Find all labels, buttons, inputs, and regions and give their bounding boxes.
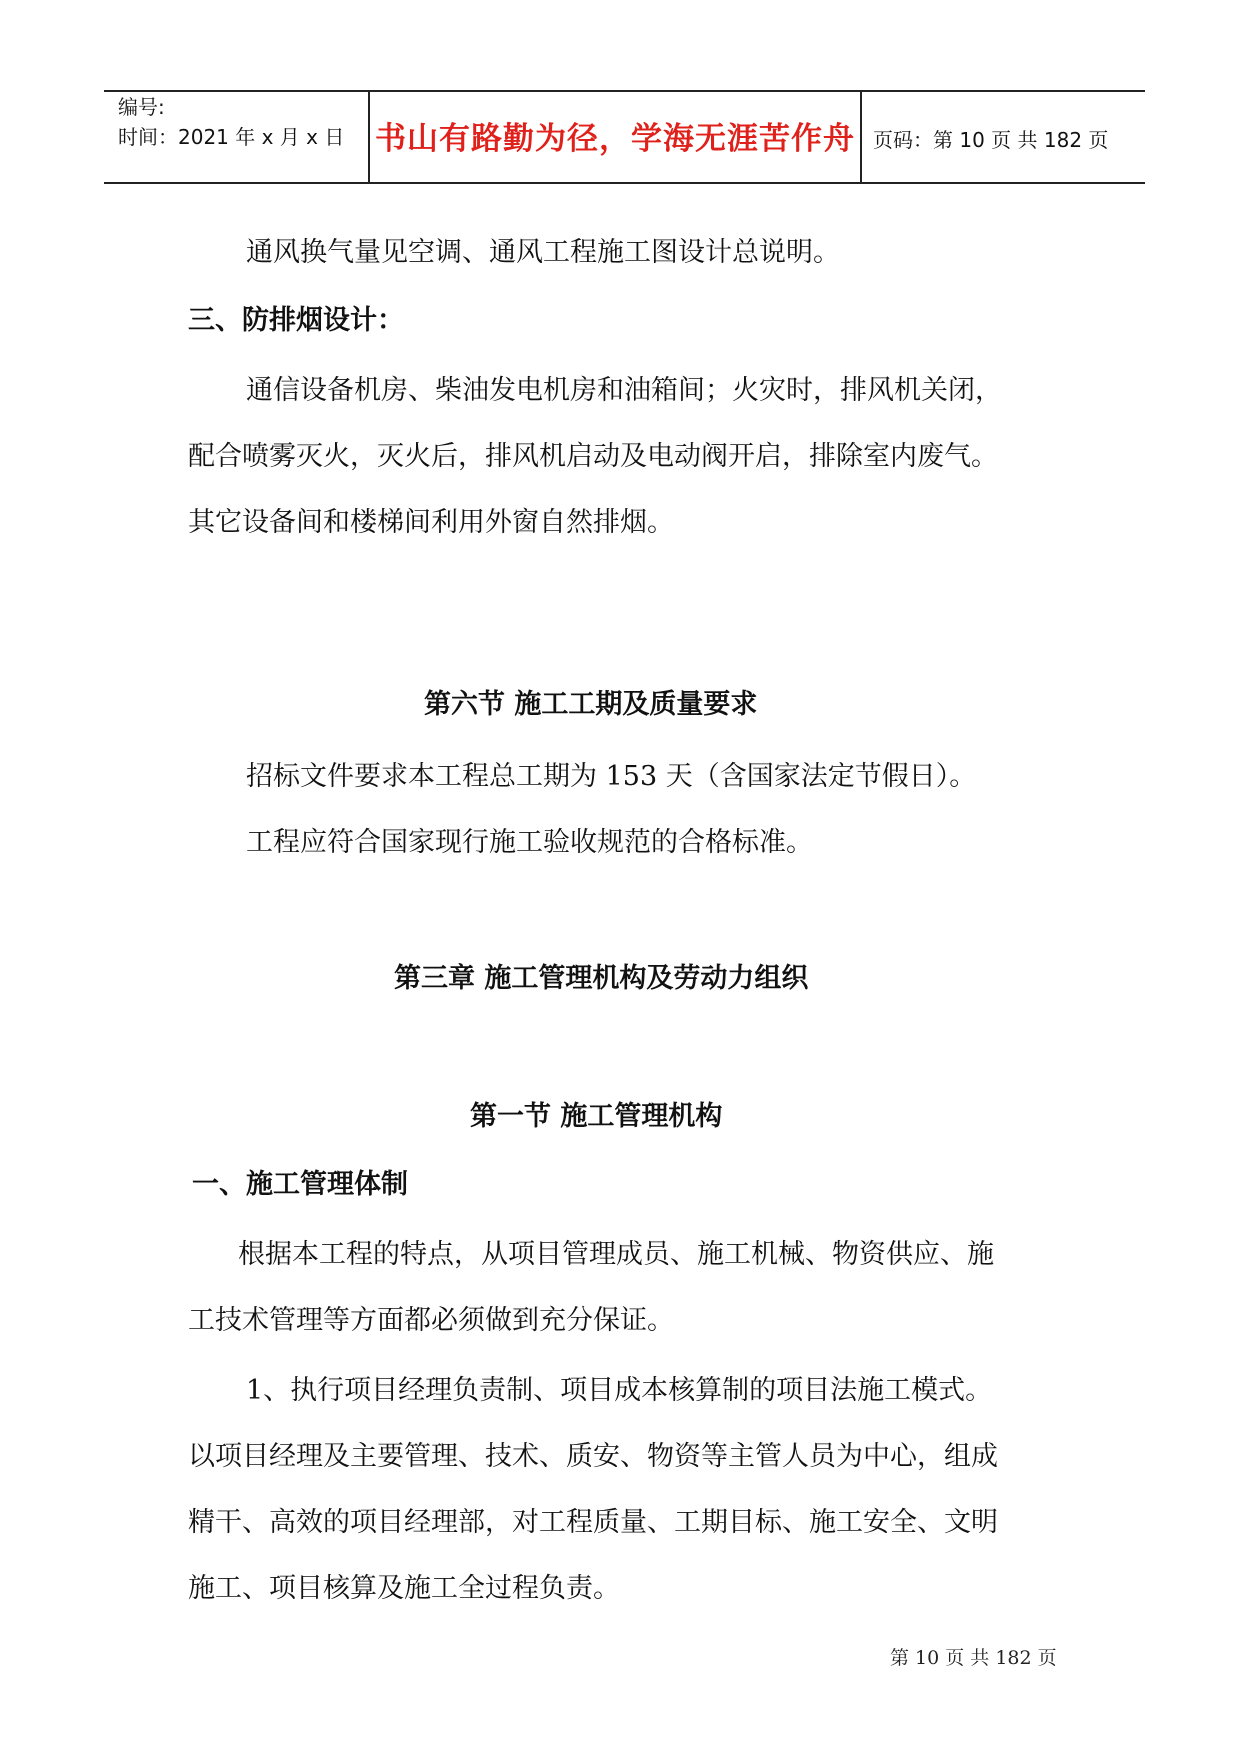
header-motto: 书山有路勤为径，学海无涯苦作舟 [375,121,855,157]
paragraph-mode-line2: 以项目经理及主要管理、技术、质安、物资等主管人员为中心，组成 [188,1441,998,1472]
serial-label: 编号: [118,95,165,119]
paragraph-mode-line4: 施工、项目核算及施工全过程负责。 [188,1573,620,1604]
paragraph-system-line1: 根据本工程的特点，从项目管理成员、施工机械、物资供应、施 [238,1239,994,1270]
header-bottom-rule [104,182,1145,184]
heading-management-system: 一、施工管理体制 [192,1169,408,1200]
heading-smoke-design: 三、防排烟设计： [188,305,404,336]
section-one-heading: 第一节 施工管理机构 [470,1101,723,1132]
paragraph-mode-line3: 精干、高效的项目经理部，对工程质量、工期目标、施工安全、文明 [188,1507,998,1538]
paragraph-duration: 招标文件要求本工程总工期为 153 天（含国家法定节假日）。 [246,761,977,792]
paragraph-ventilation: 通风换气量见空调、通风工程施工图设计总说明。 [246,237,840,268]
chapter-three-heading: 第三章 施工管理机构及劳动力组织 [394,963,809,994]
time-label: 时间：2021 年 x 月 x 日 [118,125,345,149]
section-six-heading: 第六节 施工工期及质量要求 [424,689,758,720]
header-divider-right [860,90,862,184]
header-page-info: 页码：第 10 页 共 182 页 [873,128,1109,152]
paragraph-smoke-line1: 通信设备机房、柴油发电机房和油箱间；火灾时，排风机关闭， [246,375,1002,406]
footer-page-number: 第 10 页 共 182 页 [890,1647,1057,1669]
paragraph-quality: 工程应符合国家现行施工验收规范的合格标准。 [246,827,813,858]
paragraph-mode-line1: 1、执行项目经理负责制、项目成本核算制的项目法施工模式。 [246,1375,993,1406]
paragraph-smoke-line2: 配合喷雾灭火，灭火后，排风机启动及电动阀开启，排除室内废气。 [188,441,998,472]
paragraph-system-line2: 工技术管理等方面都必须做到充分保证。 [188,1305,674,1336]
header-meta [118,92,344,152]
paragraph-smoke-line3: 其它设备间和楼梯间利用外窗自然排烟。 [188,507,674,538]
